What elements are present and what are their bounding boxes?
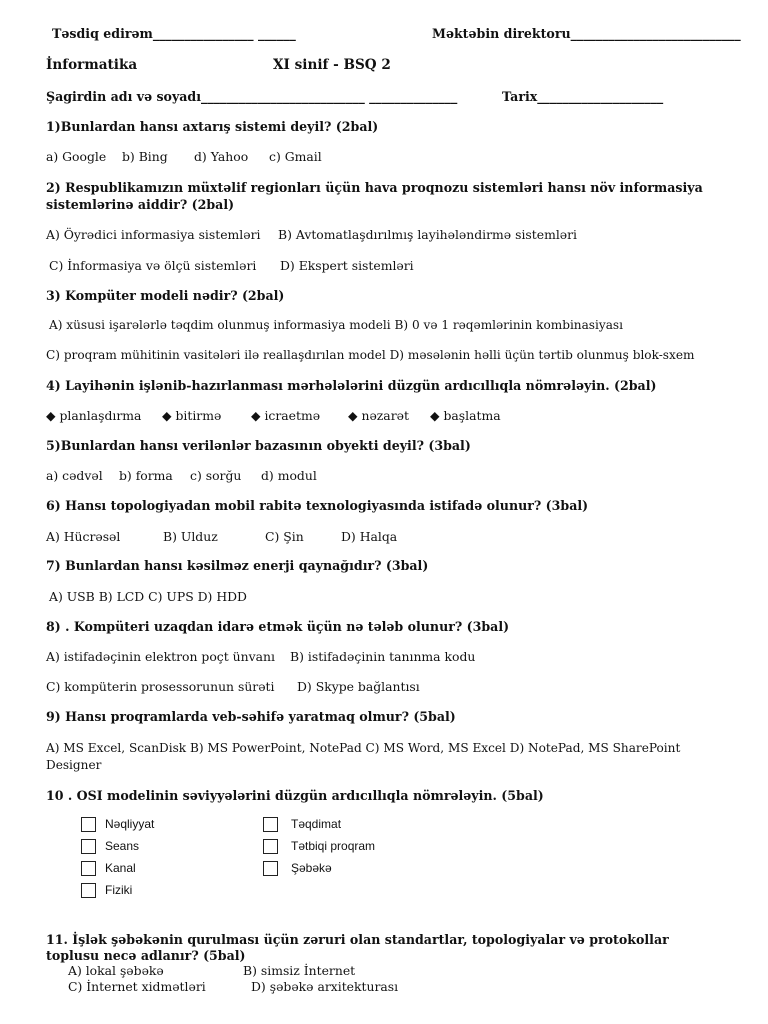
question-5: 5)Bunlardan hansı verilənlər bazasının obyekti deyil? (3bal) [46, 438, 471, 453]
q4-item-monitoring: ◆ nəzarət [348, 408, 409, 423]
q11-answer-c: C) İnternet xidmətləri [68, 979, 206, 994]
question-1: 1)Bunlardan hansı axtarış sistemi deyil? (2bal) [46, 119, 379, 134]
q8-answer-d: D) Skype bağlantısı [297, 679, 420, 694]
q6-answer-c: C) Şin [265, 529, 304, 544]
subject-title: İnformatika [46, 57, 138, 73]
q3-answers-line-1: A) xüsusi işarələrlə təqdim olunmuş informasiya modeli B) 0 və 1 rəqəmlərinin kombinasiyası [49, 318, 623, 332]
question-2: 2) Respublikamızın müxtəlif regionları üçün hava proqnozu sistemləri hansı növ informasiya sistemlərinə aiddir? (2bal) [46, 180, 703, 212]
director-line: Məktəbin direktoru___________________________ [432, 26, 741, 41]
q6-answer-b: B) Ulduz [163, 529, 218, 544]
q7-answers: A) USB B) LCD C) UPS D) HDD [49, 589, 247, 604]
q10-label-datalink: Kanal [105, 861, 136, 875]
q10-checkbox-application[interactable] [263, 839, 278, 854]
q10-label-transport: Nəqliyyat [105, 817, 155, 831]
question-6: 6) Hansı topologiyadan mobil rabitə texnologiyasında istifadə olunur? (3bal) [46, 498, 589, 513]
question-9: 9) Hansı proqramlarda veb-səhifə yaratmaq olmur? (5bal) [46, 709, 456, 724]
q1-answer-b: b) Bing [122, 149, 168, 164]
question-3: 3) Kompüter modeli nədir? (2bal) [46, 288, 285, 303]
q6-answer-d: D) Halqa [341, 529, 398, 544]
q4-item-closing: ◆ bitirmə [162, 408, 222, 423]
student-name-line: Şagirdin adı və soyadı__________________________ ______________ [46, 89, 458, 104]
q10-checkbox-physical[interactable] [81, 883, 96, 898]
q4-item-initiation: ◆ başlatma [430, 408, 501, 423]
q5-answer-a: a) cədvəl [46, 468, 103, 483]
question-7: 7) Bunlardan hansı kəsilməz enerji qaynağıdır? (3bal) [46, 558, 429, 573]
q4-item-execution: ◆ icraetmə [251, 408, 321, 423]
question-8: 8) . Kompüteri uzaqdan idarə etmək üçün nə tələb olunur? (3bal) [46, 619, 510, 634]
question-11: 11. İşlək şəbəkənin qurulması üçün zəruri olan standartlar, topologiyalar və protokollar toplusu necə adlanır? (5bal) [46, 932, 669, 963]
q11-answer-b: B) simsiz İnternet [243, 963, 356, 978]
q10-label-session: Seans [105, 839, 140, 853]
q8-answer-b: B) istifadəçinin tanınma kodu [290, 649, 476, 664]
date-line: Tarix____________________ [502, 89, 664, 104]
q8-answer-a: A) istifadəçinin elektron poçt ünvanı [46, 649, 275, 664]
q8-answer-c: C) kompüterin prosessorunun sürəti [46, 679, 275, 694]
q1-answer-a: a) Google [46, 149, 107, 164]
q10-label-network: Şəbəkə [291, 861, 332, 875]
q2-answer-d: D) Ekspert sistemləri [280, 258, 414, 273]
q2-answer-c: C) İnformasiya və ölçü sistemləri [49, 258, 257, 273]
q10-checkbox-datalink[interactable] [81, 861, 96, 876]
q10-label-application: Tətbiqi proqram [291, 839, 376, 853]
question-4: 4) Layihənin işlənib-hazırlanması mərhələlərini düzgün ardıcıllıqla nömrələyin. (2bal) [46, 378, 657, 393]
q10-checkbox-presentation[interactable] [263, 817, 278, 832]
q11-answer-d: D) şəbəkə arxitekturası [251, 979, 399, 994]
class-exam-title: XI sinif - BSQ 2 [273, 57, 391, 73]
q2-answer-a: A) Öyrədici informasiya sistemləri [46, 227, 261, 242]
q1-answer-c: c) Gmail [269, 149, 322, 164]
q6-answer-a: A) Hücrəsəl [46, 529, 121, 544]
q11-answer-a: A) lokal şəbəkə [68, 963, 164, 978]
q4-item-planning: ◆ planlaşdırma [46, 408, 142, 423]
q2-answer-b: B) Avtomatlaşdırılmış layihələndirmə sistemləri [278, 227, 578, 242]
q5-answer-d: d) modul [261, 468, 317, 483]
q10-label-physical: Fiziki [105, 883, 133, 897]
q5-answer-c: c) sorğu [190, 468, 242, 483]
q10-checkbox-network[interactable] [263, 861, 278, 876]
q3-answers-line-2: C) proqram mühitinin vasitələri ilə reallaşdırılan model D) məsələnin həlli üçün tərtib olunmuş blok-sxem [46, 348, 695, 362]
question-10: 10 . OSI modelinin səviyyələrini düzgün ardıcıllıqla nömrələyin. (5bal) [46, 788, 544, 803]
q5-answer-b: b) forma [119, 468, 173, 483]
q10-label-presentation: Təqdimat [291, 817, 342, 831]
q10-checkbox-transport[interactable] [81, 817, 96, 832]
q10-checkbox-session[interactable] [81, 839, 96, 854]
q1-answer-d: d) Yahoo [194, 149, 249, 164]
approval-line: Təsdiq edirəm________________ ______ [52, 26, 296, 41]
q9-answers: A) MS Excel, ScanDisk B) MS PowerPoint, NotePad C) MS Word, MS Excel D) NotePad, MS SharePoint Designer [46, 741, 681, 772]
